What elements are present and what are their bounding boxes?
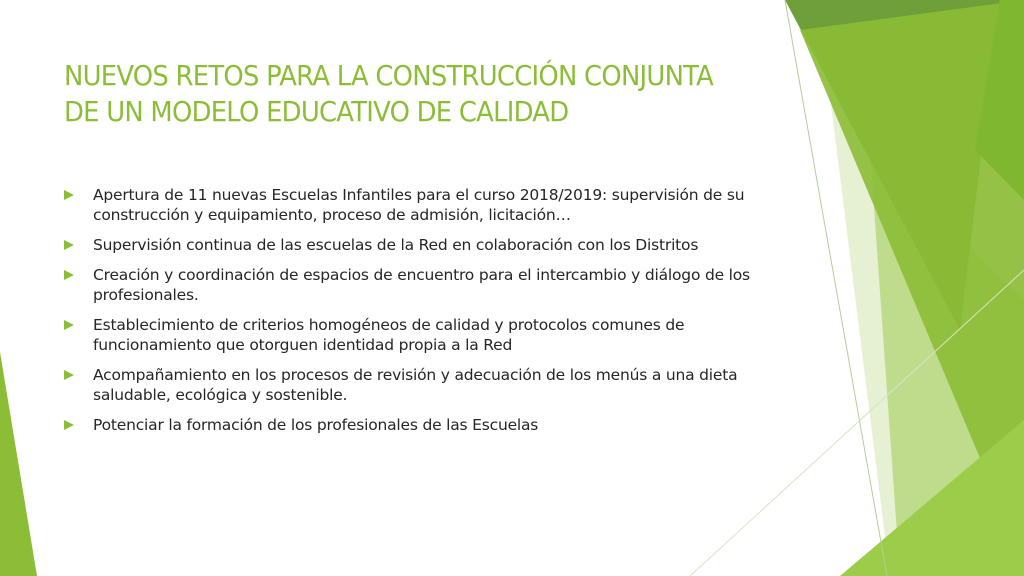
- slide-title: NUEVOS RETOS PARA LA CONSTRUCCIÓN CONJUNTA DE UN MODELO EDUCATIVO DE CALIDAD: [64, 60, 714, 128]
- bullet-item: [64, 315, 804, 355]
- bullet-arrow-icon: [64, 270, 74, 280]
- bullet-item: [64, 185, 804, 225]
- bullet-arrow-icon: [64, 190, 74, 200]
- left-green-facet: [0, 352, 37, 576]
- bullet-arrow-icon: [64, 240, 74, 250]
- bullet-text: Potenciar la formación de los profesionales de las Escuelas: [93, 416, 539, 434]
- bullet-item: [64, 415, 804, 435]
- bullet-text: Supervisión continua de las escuelas de la Red en colaboración con los Distritos: [93, 236, 699, 254]
- bullet-item: [64, 235, 804, 255]
- bullet-text: Establecimiento de criterios homogéneos de calidad y protocolos comunes de funcionamiento que otorguen identidad propia a la Red: [93, 316, 685, 354]
- bullet-arrow-icon: [64, 370, 74, 380]
- bullet-arrow-icon: [64, 320, 74, 330]
- bullet-text: Apertura de 11 nuevas Escuelas Infantiles para el curso 2018/2019: supervisión de su construcción y equipamiento, proceso de admisión, licitación…: [93, 186, 745, 224]
- bullet-list: [64, 185, 804, 445]
- bullet-item: [64, 265, 804, 305]
- bullet-arrow-icon: [64, 420, 74, 430]
- bullet-item: [64, 365, 804, 405]
- bullet-text: Creación y coordinación de espacios de encuentro para el intercambio y diálogo de los profesionales.: [93, 266, 750, 304]
- bullet-text: Acompañamiento en los procesos de revisión y adecuación de los menús a una dieta saludable, ecológica y sostenible.: [93, 366, 738, 404]
